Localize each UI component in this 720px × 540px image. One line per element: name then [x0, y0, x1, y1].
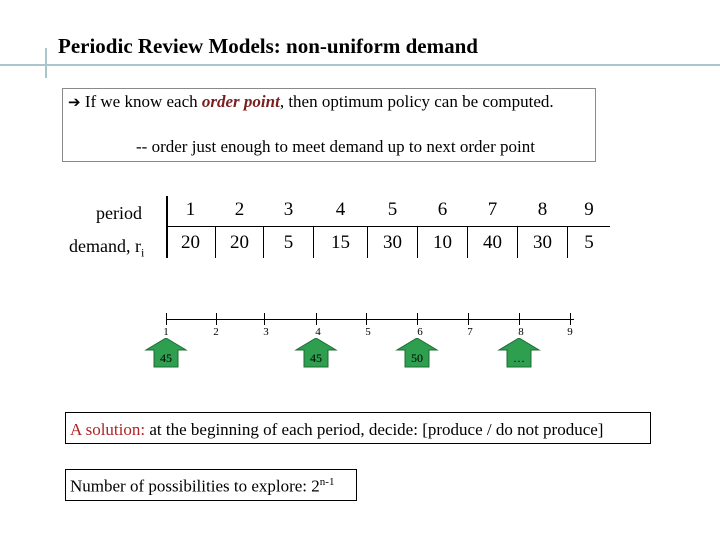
slide-title: Periodic Review Models: non-uniform demand: [58, 34, 478, 58]
right-arrow-icon: ➔: [68, 93, 81, 111]
intro-line-1-suffix: , then optimum policy can be computed.: [279, 92, 554, 111]
timeline-tick-label: 8: [518, 326, 524, 338]
timeline-tick-label: 1: [163, 326, 169, 338]
demand-cell: 20: [230, 232, 249, 253]
period-cell: 6: [437, 199, 448, 220]
intro-line-2: -- order just enough to meet demand up to next order point: [136, 137, 535, 156]
period-cell: 7: [487, 199, 498, 220]
demand-cell: 30: [533, 232, 552, 253]
timeline-tick-label: 6: [417, 326, 423, 338]
timeline-tick: [166, 313, 167, 325]
order-quantity-label: …: [513, 351, 525, 365]
timeline-tick: [519, 313, 520, 325]
timeline-tick: [316, 313, 317, 325]
solution-rest: at the beginning of each period, decide: [produce / do not produce]: [145, 420, 604, 439]
order-quantity-label: 45: [310, 351, 322, 365]
table-row-divider: [166, 226, 610, 227]
solution-text: [70, 420, 603, 440]
period-cell: 5: [387, 199, 398, 220]
timeline-tick-label: 3: [263, 326, 269, 338]
demand-cell: 30: [383, 232, 402, 253]
timeline-tick: [417, 313, 418, 325]
demand-cell: 5: [584, 232, 594, 253]
timeline-tick-label: 4: [315, 326, 321, 338]
order-quantity-label: 50: [411, 351, 423, 365]
period-row-label: period: [96, 203, 142, 223]
demand-cell: 20: [181, 232, 200, 253]
period-cell: 3: [283, 199, 294, 220]
period-cell: 2: [234, 199, 245, 220]
demand-row-label: [69, 236, 144, 261]
intro-emphasis: order point: [201, 92, 280, 111]
intro-line-1: [68, 92, 554, 112]
timeline-tick: [468, 313, 469, 325]
order-quantity-label: 45: [160, 351, 172, 365]
intro-line-1-prefix: If we know each: [80, 92, 202, 111]
demand-cell: 10: [433, 232, 452, 253]
timeline-tick: [216, 313, 217, 325]
demand-cell: 40: [483, 232, 502, 253]
timeline-tick: [570, 313, 571, 325]
demand-label-text: demand, r: [69, 236, 141, 256]
possibilities-label: Number of possibilities to explore: 2: [70, 476, 320, 496]
timeline-tick: [264, 313, 265, 325]
demand-label-subscript: i: [140, 245, 145, 260]
possibilities-exponent: n-1: [319, 476, 335, 488]
timeline-tick-label: 2: [213, 326, 219, 338]
timeline-tick-label: 7: [467, 326, 473, 338]
title-divider-horizontal: [0, 64, 720, 66]
period-cell: 1: [185, 199, 196, 220]
demand-cell: 5: [283, 232, 294, 253]
period-cell: 4: [335, 199, 346, 220]
timeline-axis: [166, 319, 574, 320]
timeline-tick: [366, 313, 367, 325]
timeline-tick-label: 5: [365, 326, 371, 338]
title-divider-vertical: [45, 48, 47, 78]
period-cell: 8: [537, 199, 548, 220]
demand-cell: 15: [331, 232, 350, 253]
period-cell: 9: [584, 199, 594, 220]
possibilities-text: [70, 476, 334, 497]
solution-prefix: A solution:: [70, 420, 146, 439]
timeline-tick-label: 9: [567, 326, 573, 338]
